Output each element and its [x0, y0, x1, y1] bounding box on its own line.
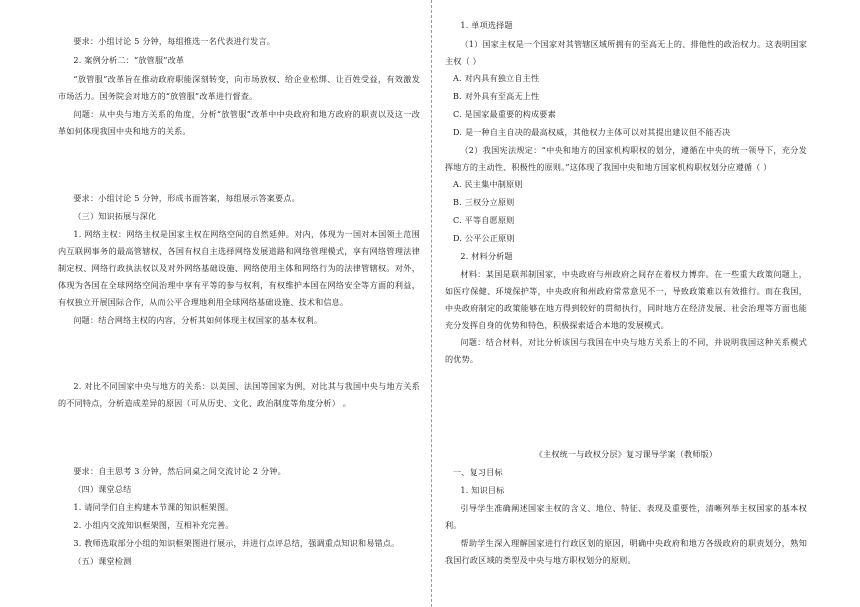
section-3-heading: （三）知识拓展与深化 — [73, 211, 157, 221]
question-1-option-c: C. 是国家最重要的构成要素 — [453, 109, 556, 119]
question-2-stem: （2）我国宪法规定：“中央和地方的国家机构职权的划分，遵循在中央的统一领导下，充分发挥地方的主动性、积极性的原则。”这体现了我国中央和地方国家机构职权划分应遵循（ ） — [445, 145, 807, 172]
material-analysis-heading: 2. 材料分析题 — [460, 251, 513, 261]
question-2-option-a: A. 民主集中制原则 — [453, 179, 523, 189]
case-analysis-2-question: 问题：从中央与地方关系的角度，分析“放管服”改革中中央政府和地方政府的职责以及这一改革如何体现我国中央和地方的关系。 — [58, 109, 420, 136]
requirement-written-answer: 要求：小组讨论 5 分钟，形成书面答案，每组展示答案要点。 — [73, 193, 300, 203]
case-analysis-2-body: “放管服”改革旨在推动政府职能深刻转变，向市场放权、给企业松绑、让百姓受益，有效激发市场活力。国务院会对地方的“放管服”改革进行督查。 — [58, 74, 420, 101]
single-choice-heading: 1. 单项选择题 — [460, 20, 513, 30]
section-5-heading: （五）课堂检测 — [73, 556, 132, 566]
summary-item-3: 3. 教师选取部分小组的知识框架图进行展示，并进行点评总结，强调重点知识和易错点。 — [73, 538, 400, 548]
compare-countries-text: 2. 对比不同国家中央与地方的关系：以美国、法国等国家为例，对比其与我国中央与地方关系的不同特点，分析造成差异的原因（可从历史、文化、政治制度等角度分析） 。 — [58, 381, 420, 408]
material-text: 材料：某国是联邦制国家，中央政府与州政府之间存在着权力博弈。在一些重大政策问题上，如医疗保健、环境保护等，中央政府和州政府常常意见不一，导致政策难以有效推行。而在我国，中央政府制定的政策能够在地方得到较好的贯彻执行，同时地方在经济发展、社会治理等方面也能充分发挥自身的优势和特色，积极探索适合本地的发展模式。 — [445, 269, 807, 330]
knowledge-goals-heading: 1. 知识目标 — [460, 485, 505, 495]
right-column — [445, 0, 807, 607]
summary-item-1: 1. 请同学们自主构建本节课的知识框架图。 — [73, 502, 234, 512]
case-analysis-2-heading: 2. 案例分析二：“放管服”改革 — [73, 55, 185, 65]
question-1-stem: （1）国家主权是一个国家对其管辖区域所拥有的至高无上的、排他性的政治权力。这表明国家主权（ ） — [445, 39, 807, 66]
question-1-option-b: B. 对外具有至高无上性 — [453, 91, 540, 101]
question-2-option-d: D. 公平公正原则 — [453, 233, 515, 243]
question-2-option-b: B. 三权分立原则 — [453, 197, 515, 207]
requirement-discuss-5min: 要求：小组讨论 5 分钟，每组推选一名代表进行发言。 — [73, 36, 276, 46]
question-2-option-c: C. 平等自愿原则 — [453, 215, 515, 225]
material-question: 问题：结合材料，对比分析该国与我国在中央与地方关系上的不同，并说明我国这种关系模式的优势。 — [445, 337, 807, 364]
question-1-option-a: A. 对内具有独立自主性 — [453, 73, 540, 83]
network-sovereignty-question: 问题：结合网络主权的内容，分析其如何体现主权国家的基本权利。 — [73, 315, 323, 325]
question-1-option-d: D. 是一种自主自决的最高权威，其他权力主体可以对其提出建议但不能否决 — [453, 127, 731, 137]
knowledge-goal-2: 帮助学生深入理解国家进行行政区划的原因，明确中央政府和地方各级政府的职责划分，熟知我国行政区域的类型及中央与地方职权划分的原则。 — [445, 538, 807, 565]
left-column — [58, 0, 420, 607]
network-sovereignty-text: 1. 网络主权：网络主权是国家主权在网络空间的自然延伸。对内，体现为一国对本国领土范围内互联网事务的最高管辖权，各国有权自主选择网络发展道路和网络管理模式，享有网络管理法律制定权、网络行政执法权以及对外网络基础设施、网络使用主体和网络行为的法律管辖权。对外，体现为各国在全球网络空间治理中享有平等的参与权利，有权维护本国在网络安全等方面的利益，有权独立开展国际合作，从而公平合理地利用全球网络基础设施、技术和信息。 — [58, 229, 420, 307]
summary-item-2: 2. 小组内交流知识框架图，互相补充完善。 — [73, 520, 234, 530]
guide-title: 《主权统一与政权分层》复习课导学案（教师版） — [534, 449, 718, 459]
column-divider — [431, 0, 432, 607]
knowledge-goal-1: 引导学生准确阐述国家主权的含义、地位、特征、表现及重要性，清晰列举主权国家的基本权利。 — [445, 503, 807, 530]
review-goals-heading: 一、复习目标 — [453, 467, 503, 477]
section-4-heading: （四）课堂总结 — [73, 484, 132, 494]
requirement-self-think: 要求：自主思考 3 分钟，然后同桌之间交流讨论 2 分钟。 — [73, 466, 286, 476]
